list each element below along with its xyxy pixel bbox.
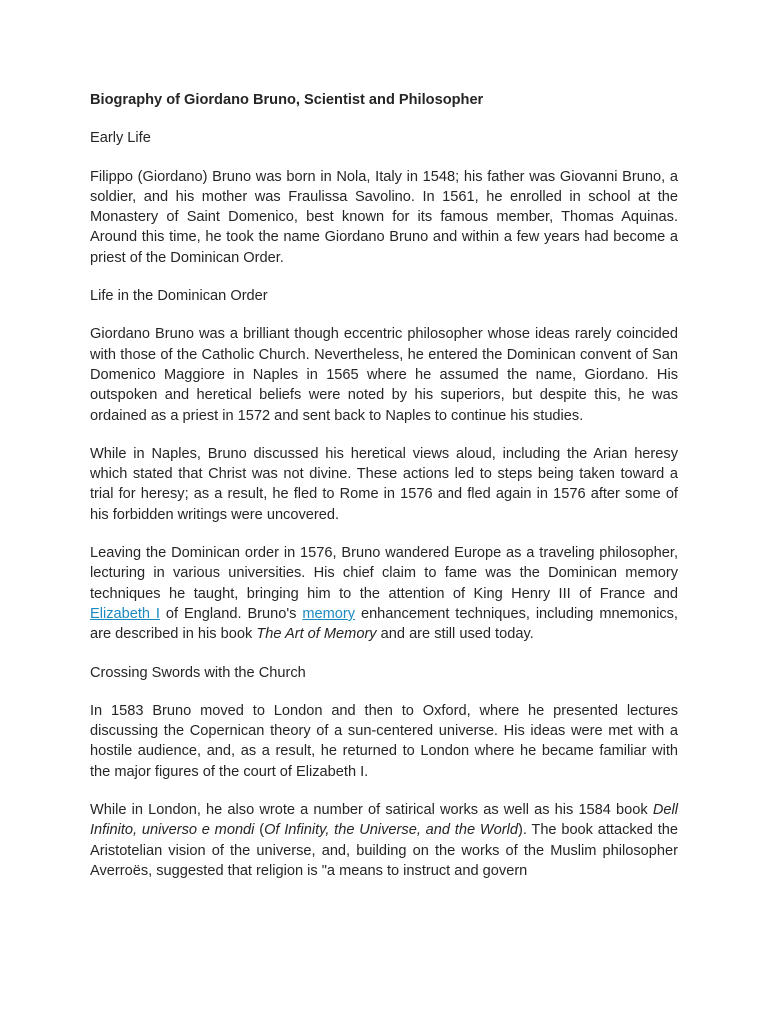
- section-heading-early-life: Early Life: [90, 130, 151, 147]
- section-heading-church: Crossing Swords with the Church: [90, 664, 306, 681]
- paragraph-text: Leaving the Dominican order in 1576, Bruno wandered Europe as a traveling philosopher, lecturing in various universities. His chief claim to fame was the Dominican memory techniques he taught, bringing him to the attention of King Henry III of France and: [90, 545, 678, 602]
- document-page: [90, 90, 678, 899]
- paragraph-early-life: Filippo (Giordano) Bruno was born in Nola, Italy in 1548; his father was Giovanni Bruno, a soldier, and his mother was Fraulissa Savolino. In 1561, he enrolled in school at the Monastery of Saint Domenico, best known for its famous member, Thomas Aquinas. Around this time, he took the name Giordano Bruno and within a few years had become a priest of the Dominican Order.: [90, 168, 678, 266]
- paragraph-dominican-3: [90, 543, 678, 644]
- section-heading-dominican-order: Life in the Dominican Order: [90, 288, 268, 305]
- elizabeth-link[interactable]: Elizabeth I: [90, 605, 160, 622]
- paragraph-church-2: [90, 800, 678, 881]
- book-title-art-of-memory: The Art of Memory: [256, 626, 377, 643]
- paragraph-text: of England. Bruno's: [159, 605, 303, 622]
- book-title-english: Of Infinity, the Universe, and the World: [264, 822, 518, 839]
- paragraph-text: While in London, he also wrote a number of satirical works as well as his 1584 book: [90, 802, 653, 819]
- document-title: Biography of Giordano Bruno, Scientist and Philosopher: [90, 92, 484, 108]
- paragraph-text: (: [254, 822, 265, 839]
- paragraph-text: and are still used today.: [376, 626, 534, 643]
- paragraph-text: ). The book attacked the Aristotelian vision of the universe, and, building on the works of the Muslim philosopher Averroës, suggested that religion is "a means to instruct and govern: [90, 822, 678, 879]
- paragraph-text: enhancement techniques, including mnemonics, are described in his book: [90, 605, 678, 643]
- paragraph-dominican-1: Giordano Bruno was a brilliant though eccentric philosopher whose ideas rarely coincided with those of the Catholic Church. Nevertheless, he entered the Dominican convent of San Domenico Maggiore in Naples in 1565 where he assumed the name, Giordano. His outspoken and heretical beliefs were noted by his superiors, but despite this, he was ordained as a priest in 1572 and sent back to Naples to continue his studies.: [90, 326, 678, 424]
- memory-link[interactable]: memory: [302, 605, 356, 622]
- paragraph-church-1: In 1583 Bruno moved to London and then to Oxford, where he presented lectures discussing the Copernican theory of a sun-centered universe. His ideas were met with a hostile audience, and, as a result, he returned to London where he became familiar with the major figures of the court of Elizabeth I.: [90, 702, 678, 780]
- book-title-infinito: Dell Infinito, universo e mondi: [90, 802, 678, 839]
- paragraph-dominican-2: While in Naples, Bruno discussed his heretical views aloud, including the Arian heresy which stated that Christ was not divine. These actions led to steps being taken toward a trial for heresy; as a result, he fled to Rome in 1576 and fled again in 1576 after some of his forbidden writings were uncovered.: [90, 445, 678, 523]
